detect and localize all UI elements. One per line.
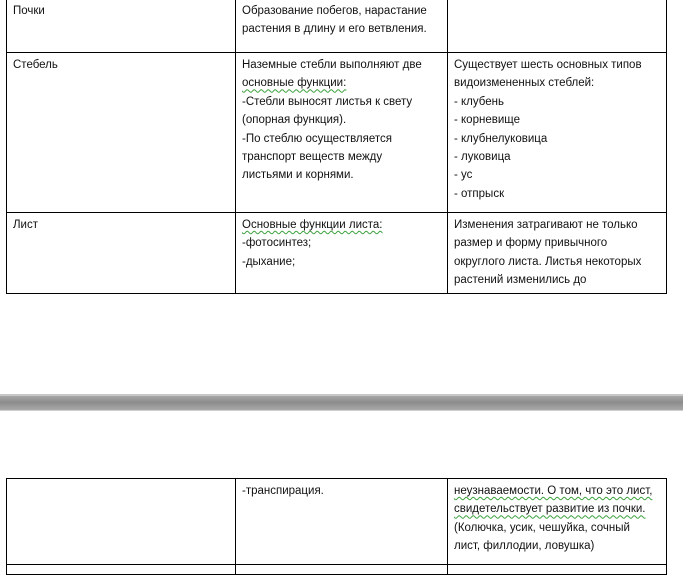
text-line: свидетельствует развитие из почки. — [454, 503, 646, 516]
text-line: размер и форму привычного — [454, 237, 608, 250]
organ-name-cell[interactable]: Почки — [7, 0, 236, 53]
modification-cell[interactable] — [448, 0, 667, 53]
text-line: -транспирация. — [242, 485, 324, 497]
function-cell[interactable] — [236, 479, 448, 565]
list-item: - луковица — [454, 151, 511, 164]
text-line: -Стебли выносят листья к свету — [242, 95, 413, 108]
list-item: - отпрыск — [454, 187, 505, 200]
text-line: Существует шесть основных типов — [454, 59, 642, 71]
plant-organs-table-continued — [6, 478, 667, 575]
text-line: Основные функции листа: — [242, 219, 383, 231]
table-row — [7, 479, 667, 565]
text-line: основные функции: — [242, 77, 347, 90]
text-line: Наземные стебли выполняют две — [242, 59, 422, 71]
text-line: -дыхание; — [242, 255, 296, 268]
document-page-2 — [0, 411, 683, 570]
text-line: -фотосинтез; — [242, 237, 312, 250]
text-line: (опорная функция). — [242, 114, 347, 127]
modification-cell[interactable] — [448, 53, 667, 213]
text-line: лист, филлодии, ловушка) — [454, 540, 595, 553]
function-cell[interactable] — [236, 213, 448, 294]
table-row — [7, 213, 667, 294]
text-line: растений изменились до — [454, 274, 587, 287]
list-item: - клубень — [454, 95, 504, 108]
table-row — [7, 53, 667, 213]
plant-organs-table — [6, 0, 667, 294]
text-line: округлого листа. Листья некоторых — [454, 255, 642, 268]
text-line: растения в длину и его ветвления. — [242, 23, 427, 36]
text-line: транспорт веществ между — [242, 151, 383, 164]
function-cell[interactable] — [236, 0, 448, 53]
text-line: (Колючка, усик, чешуйка, сочный — [454, 521, 630, 534]
text-line: листьями и корнями. — [242, 169, 354, 182]
text-line: Образование побегов, нарастание — [242, 5, 427, 17]
text-line: видоизмененных стеблей: — [454, 77, 595, 90]
list-item: - клубнелуковица — [454, 132, 548, 145]
list-item: - ус — [454, 169, 473, 182]
page-break-gap — [0, 396, 683, 410]
organ-name-cell[interactable] — [7, 479, 236, 565]
text-line: Изменения затрагивают не только — [454, 219, 638, 231]
text-line: -По стеблю осуществляется — [242, 132, 392, 145]
modification-cell[interactable] — [448, 479, 667, 565]
table-row — [7, 0, 667, 53]
list-item: - корневище — [454, 114, 520, 127]
modification-cell[interactable] — [448, 213, 667, 294]
organ-name-cell[interactable]: Стебель — [7, 53, 236, 213]
organ-name-cell[interactable]: Лист — [7, 213, 236, 294]
function-cell[interactable] — [236, 53, 448, 213]
text-line: неузнаваемости. О том, что это лист, — [454, 485, 653, 497]
